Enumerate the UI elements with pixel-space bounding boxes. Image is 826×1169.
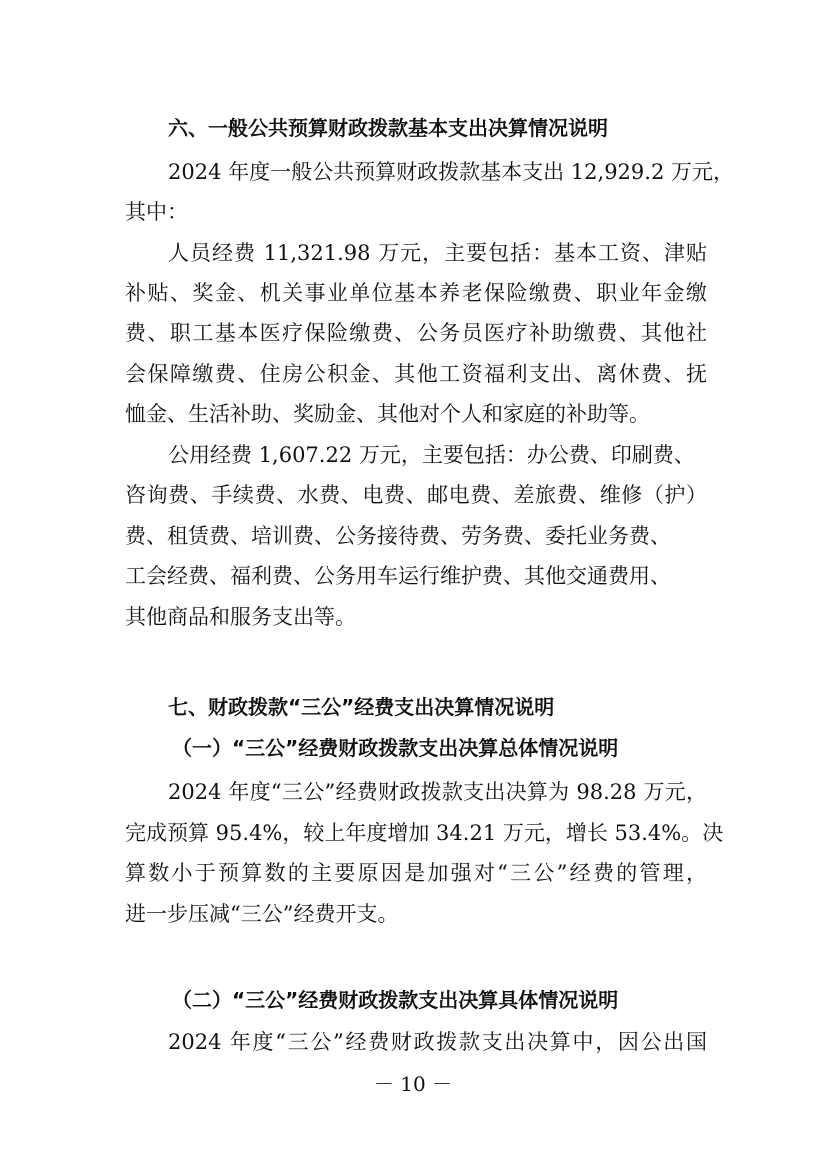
paragraph-line: 恤金、生活补助、奖励金、其他对个人和家庭的补助等。 xyxy=(125,402,650,426)
paragraph-line: 费、租赁费、培训费、公务接待费、劳务费、委托业务费、 xyxy=(125,524,671,548)
paragraph-line: 2024 年度“三公”经费财政拨款支出决算为 98.28 万元， xyxy=(168,780,707,804)
page-number: － 10 － xyxy=(373,1072,453,1096)
paragraph-line: 其他商品和服务支出等。 xyxy=(125,605,356,629)
paragraph-line: 2024 年度“三公”经费财政拨款支出决算中，因公出国 xyxy=(168,1030,707,1054)
paragraph-line: 进一步压减“三公”经费开支。 xyxy=(125,902,399,926)
paragraph-line: 咨询费、手续费、水费、电费、邮电费、差旅费、维修（护） xyxy=(125,483,707,507)
subsection-1-heading: （一）“三公”经费财政拨款支出决算总体情况说明 xyxy=(172,736,619,760)
paragraph-line: 算数小于预算数的主要原因是加强对“三公”经费的管理， xyxy=(125,861,707,885)
paragraph-line: 2024 年度一般公共预算财政拨款基本支出 12,929.2 万元， xyxy=(168,160,734,184)
section-7-heading: 七、财政拨款“三公”经费支出决算情况说明 xyxy=(168,695,555,719)
paragraph-line: 工会经费、福利费、公务用车运行维护费、其他交通费用、 xyxy=(125,564,671,588)
section-6-heading: 六、一般公共预算财政拨款基本支出决算情况说明 xyxy=(168,116,608,140)
subsection-2-heading: （二）“三公”经费财政拨款支出决算具体情况说明 xyxy=(172,988,619,1012)
paragraph-line: 会保障缴费、住房公积金、其他工资福利支出、离休费、抚 xyxy=(125,362,707,386)
paragraph-line: 补贴、奖金、机关事业单位基本养老保险缴费、职业年金缴 xyxy=(125,281,707,305)
paragraph-line: 其中： xyxy=(125,200,188,224)
paragraph-line: 费、职工基本医疗保险缴费、公务员医疗补助缴费、其他社 xyxy=(125,321,707,345)
paragraph-line: 人员经费 11,321.98 万元，主要包括：基本工资、津贴 xyxy=(168,241,707,265)
paragraph-line: 公用经费 1,607.22 万元，主要包括：办公费、印刷费、 xyxy=(168,443,695,467)
paragraph-line: 完成预算 95.4%，较上年度增加 34.21 万元，增长 53.4%。决 xyxy=(125,821,724,845)
